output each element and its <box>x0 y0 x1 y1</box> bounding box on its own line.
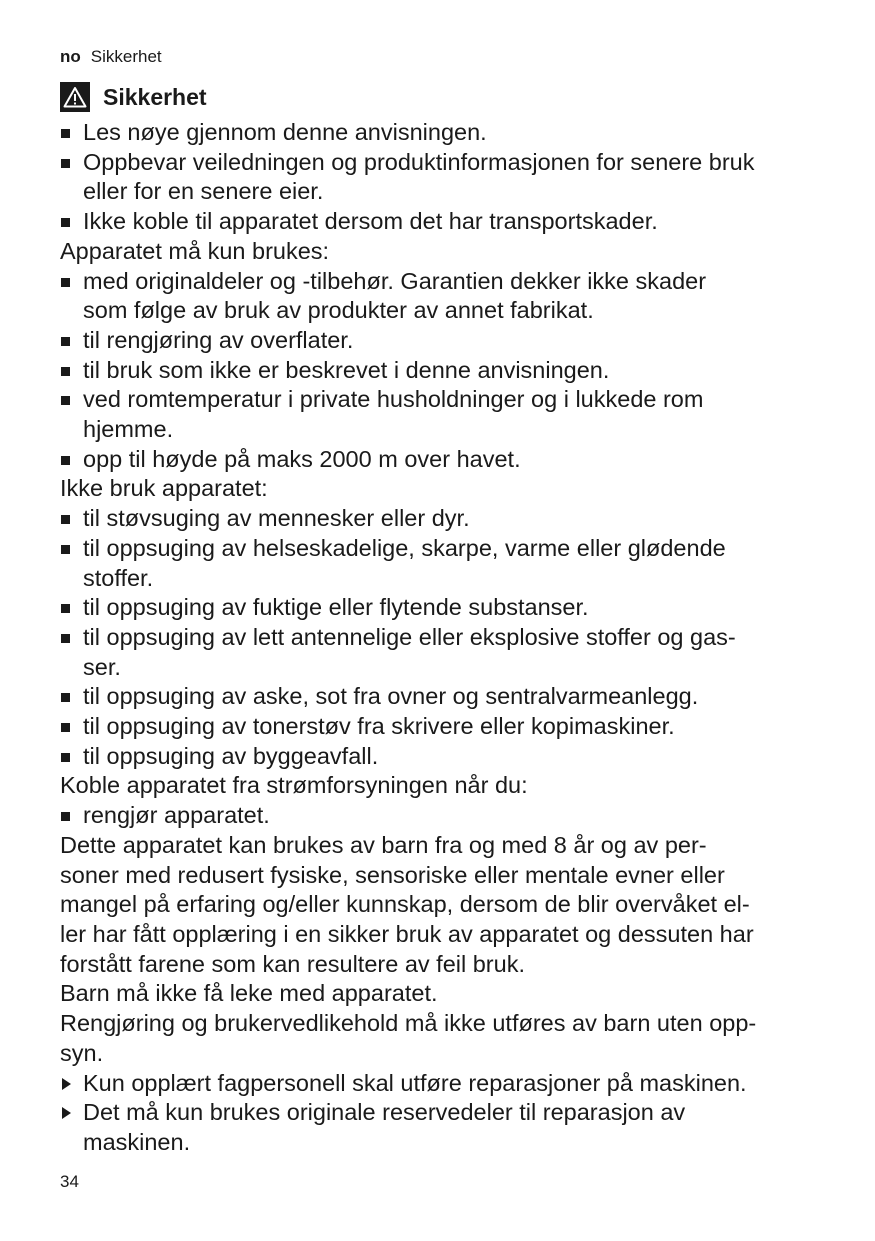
text-line: til oppsuging av aske, sot fra ovner og sentralvarmeanlegg. <box>83 683 699 710</box>
text-line: maskinen. <box>83 1128 191 1155</box>
text-line: med originaldeler og -tilbehør. Garantien dekker ikke skader <box>83 267 707 294</box>
list-item <box>60 682 830 712</box>
list-item <box>60 742 830 772</box>
text-line: Ikke bruk apparatet: <box>60 475 268 502</box>
text-line: forstått farene som kan resultere av feil bruk. <box>60 950 525 977</box>
list-item <box>60 623 830 682</box>
bullet-icon <box>61 515 70 524</box>
text-line: Oppbevar veiledningen og produktinformasjonen for senere bruk <box>83 148 755 175</box>
warning-triangle-icon <box>60 82 90 112</box>
text-line: Dette apparatet kan brukes av barn fra og med 8 år og av per- <box>60 831 707 858</box>
instruction-step <box>60 1098 830 1157</box>
bullet-icon <box>61 456 70 465</box>
list-item <box>60 326 830 356</box>
text-line: Barn må ikke få leke med apparatet. <box>60 980 438 1007</box>
bullet-icon <box>61 129 70 138</box>
text-line: til bruk som ikke er beskrevet i denne anvisningen. <box>83 356 610 383</box>
instruction-step <box>60 1069 830 1099</box>
paragraph <box>60 237 830 267</box>
text-line: Det må kun brukes originale reservedeler til reparasjon av <box>83 1099 686 1126</box>
bullet-icon <box>61 367 70 376</box>
language-code: no <box>60 47 81 66</box>
paragraph <box>60 474 830 504</box>
arrow-icon <box>62 1107 71 1119</box>
text-line: hjemme. <box>83 416 174 443</box>
list-item <box>60 148 830 207</box>
text-line: soner med redusert fysiske, sensoriske eller mentale evner eller <box>60 861 725 888</box>
bullet-icon <box>61 604 70 613</box>
text-line: til oppsuging av byggeavfall. <box>83 742 379 769</box>
bullet-icon <box>61 396 70 405</box>
text-line: til støvsuging av mennesker eller dyr. <box>83 505 470 532</box>
text-line: til oppsuging av fuktige eller flytende substanser. <box>83 594 589 621</box>
safety-content <box>60 118 830 1158</box>
bullet-icon <box>61 159 70 168</box>
list-item <box>60 267 830 326</box>
text-line: Rengjøring og brukervedlikehold må ikke utføres av barn uten opp- <box>60 1010 757 1037</box>
list-item <box>60 712 830 742</box>
text-line: rengjør apparatet. <box>83 802 270 829</box>
list-item <box>60 504 830 534</box>
text-line: Ikke koble til apparatet dersom det har transportskader. <box>83 208 658 235</box>
paragraph <box>60 1009 830 1068</box>
bullet-icon <box>61 545 70 554</box>
bullet-icon <box>61 753 70 762</box>
list-item <box>60 207 830 237</box>
text-line: Kun opplært fagpersonell skal utføre reparasjoner på maskinen. <box>83 1069 747 1096</box>
text-line: Les nøye gjennom denne anvisningen. <box>83 119 487 145</box>
bullet-icon <box>61 812 70 821</box>
paragraph <box>60 979 830 1009</box>
text-line: ler har fått opplæring i en sikker bruk av apparatet og dessuten har <box>60 920 754 947</box>
text-line: til oppsuging av helseskadelige, skarpe, varme eller glødende <box>83 534 726 561</box>
text-line: til rengjøring av overflater. <box>83 326 354 353</box>
paragraph <box>60 831 830 980</box>
list-item <box>60 445 830 475</box>
text-line: stoffer. <box>83 564 154 591</box>
arrow-icon <box>62 1078 71 1090</box>
section-title-row <box>60 82 207 112</box>
page-header <box>60 47 162 67</box>
text-line: til oppsuging av tonerstøv fra skrivere eller kopimaskiner. <box>83 713 675 740</box>
page-number: 34 <box>60 1172 79 1191</box>
list-item <box>60 534 830 593</box>
text-line: ser. <box>83 653 121 680</box>
bullet-icon <box>61 337 70 346</box>
text-line: som følge av bruk av produkter av annet fabrikat. <box>83 297 594 324</box>
bullet-icon <box>61 278 70 287</box>
paragraph <box>60 771 830 801</box>
list-item <box>60 593 830 623</box>
text-line: til oppsuging av lett antennelige eller eksplosive stoffer og gas- <box>83 623 736 650</box>
page-title: Sikkerhet <box>103 84 207 110</box>
list-item <box>60 118 830 148</box>
text-line: opp til høyde på maks 2000 m over havet. <box>83 445 521 472</box>
header-section: Sikkerhet <box>90 47 162 66</box>
text-line: Apparatet må kun brukes: <box>60 237 330 264</box>
text-line: mangel på erfaring og/eller kunnskap, dersom de blir overvåket el- <box>60 891 750 918</box>
bullet-icon <box>61 693 70 702</box>
text-line: Koble apparatet fra strømforsyningen når du: <box>60 772 528 799</box>
text-line: syn. <box>60 1039 104 1066</box>
list-item <box>60 385 830 444</box>
text-line: eller for en senere eier. <box>83 178 324 205</box>
list-item <box>60 801 830 831</box>
text-line: ved romtemperatur i private husholdninger og i lukkede rom <box>83 386 704 413</box>
list-item <box>60 356 830 386</box>
bullet-icon <box>61 723 70 732</box>
bullet-icon <box>61 634 70 643</box>
bullet-icon <box>61 218 70 227</box>
